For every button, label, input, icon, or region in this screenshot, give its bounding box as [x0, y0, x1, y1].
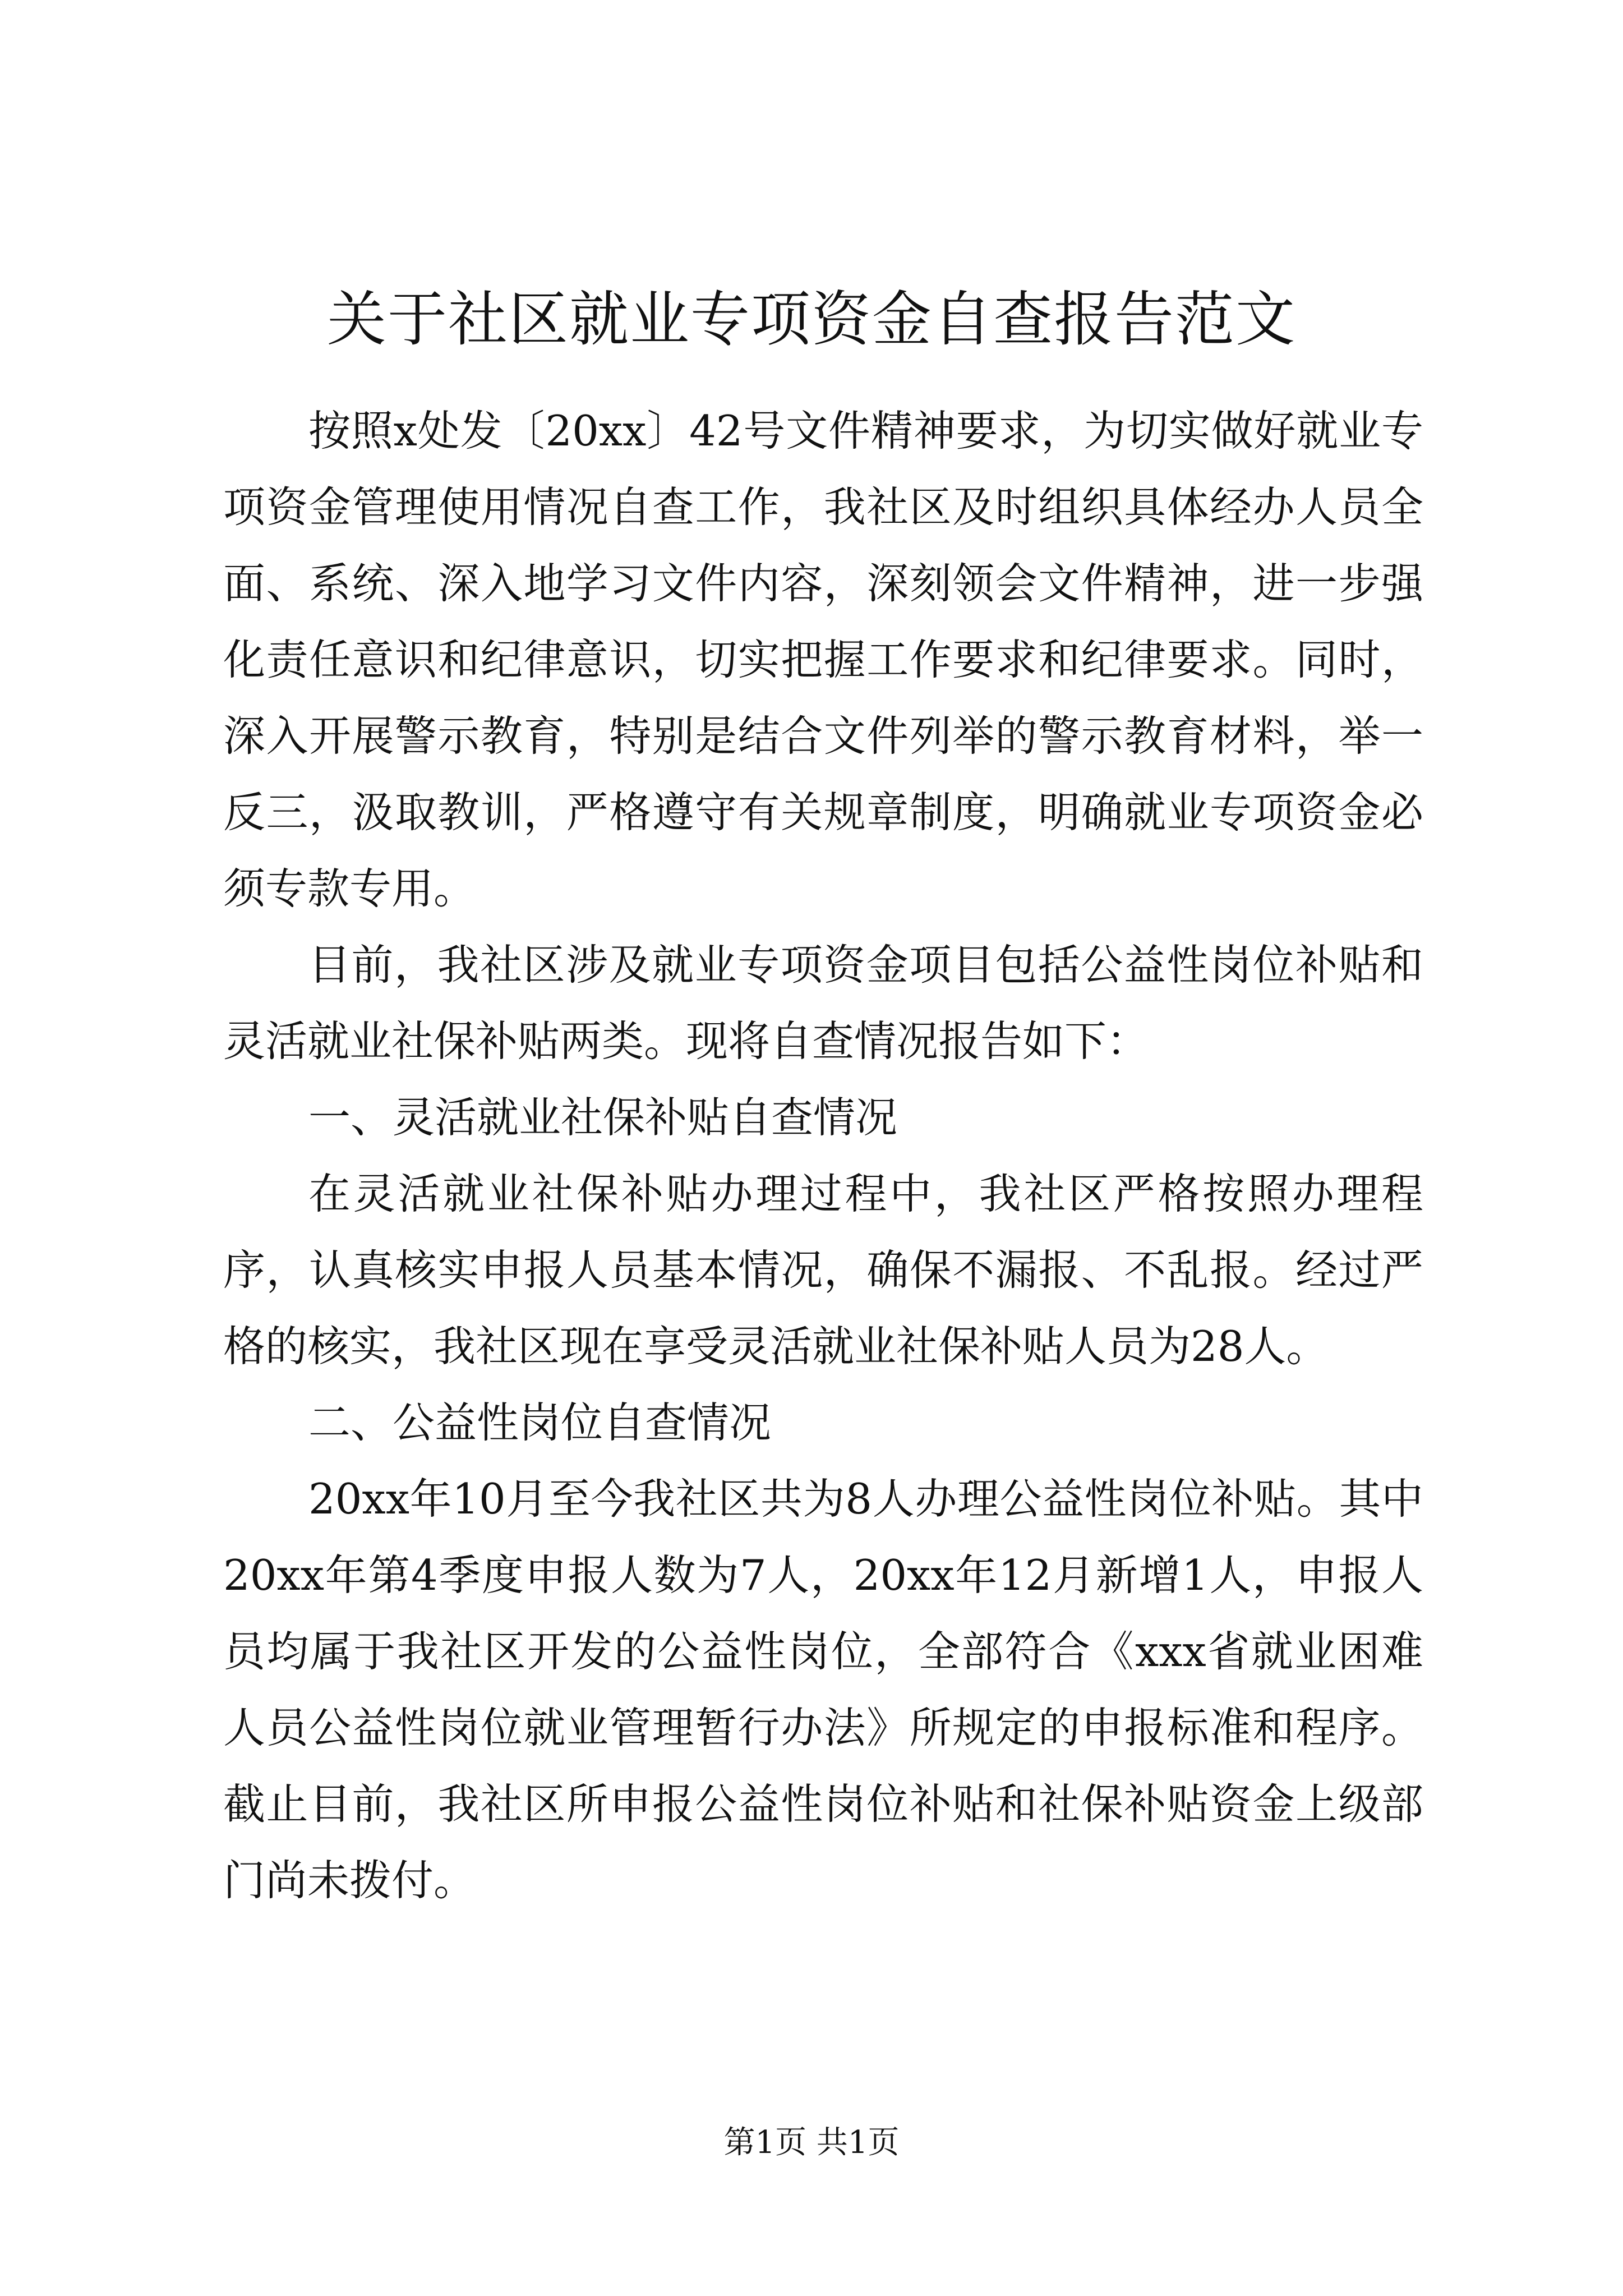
paragraph-intro: 按照x处发〔20xx〕42号文件精神要求，为切实做好就业专项资金管理使用情况自查工作，我社区及时组织具体经办人员全面、系统、深入地学习文件内容，深刻领会文件精神，进一步强化责任意识和纪律意识，切实把握工作要求和纪律要求。同时，深入开展警示教育，特别是结合文件列举的警示教育材料，举一反三，汲取教训，严格遵守有关规章制度，明确就业专项资金必须专款专用。 — [223, 406, 1423, 913]
paragraph-flexible-employment: 在灵活就业社保补贴办理过程中，我社区严格按照办理程序，认真核实申报人员基本情况，确保不漏报、不乱报。经过严格的核实，我社区现在享受灵活就业社保补贴人员为28人。 — [223, 1169, 1423, 1371]
paragraph-overview: 目前，我社区涉及就业专项资金项目包括公益性岗位补贴和灵活就业社保补贴两类。现将自查情况报告如下： — [223, 940, 1423, 1066]
section-heading-flexible-employment: 一、灵活就业社保补贴自查情况 — [308, 1093, 898, 1142]
document-title: 关于社区就业专项资金自查报告范文 — [327, 285, 1296, 354]
document-body — [223, 393, 1423, 2104]
page-number: 第1页 共1页 — [723, 2124, 900, 2161]
section-heading-public-welfare-posts: 二、公益性岗位自查情况 — [308, 1398, 772, 1447]
paragraph-public-welfare-posts: 20xx年10月至今我社区共为8人办理公益性岗位补贴。其中20xx年第4季度申报人数为7人，20xx年12月新增1人，申报人员均属于我社区开发的公益性岗位，全部符合《xxx省就业困难人员公益性岗位就业管理暂行办法》所规定的申报标准和程序。截止目前，我社区所申报公益性岗位补贴和社保补贴资金上级部门尚未拨付。 — [223, 1474, 1423, 1905]
